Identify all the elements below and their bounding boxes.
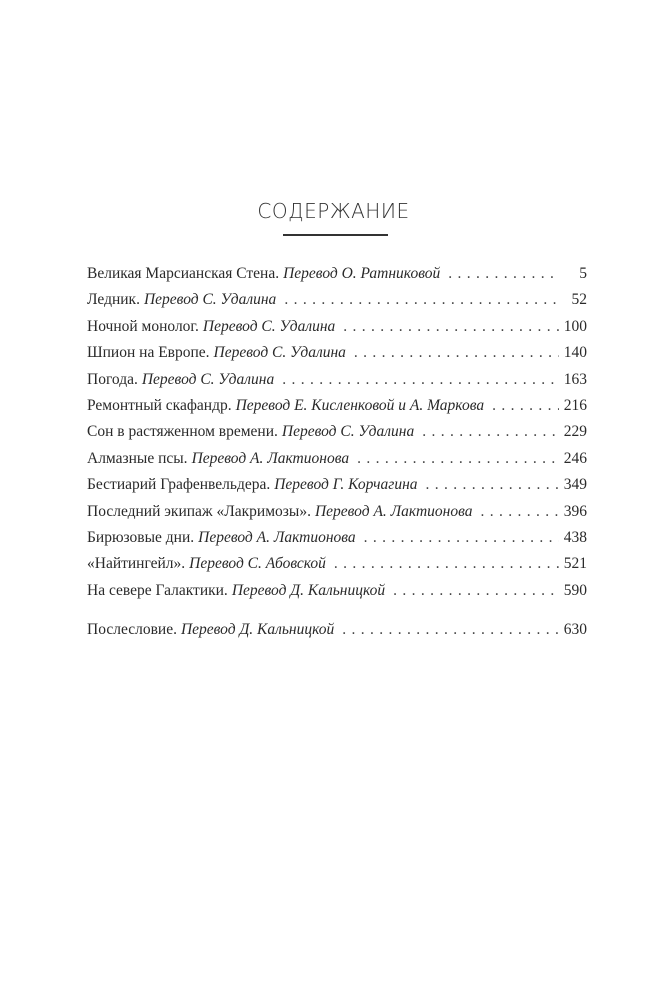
- entry-page-number: 590: [563, 581, 587, 599]
- entry-page-number: 438: [563, 528, 587, 546]
- entry-page-number: 140: [563, 344, 587, 362]
- entry-page-number: 5: [579, 265, 587, 282]
- page-title: СОДЕРЖАНИЕ: [257, 199, 410, 223]
- entry-page-number: 100: [563, 317, 587, 335]
- entry-title: Бирюзовые дни.: [87, 528, 195, 546]
- toc-entry[interactable]: [87, 397, 587, 423]
- entry-title: «Найтингейл».: [87, 555, 186, 573]
- entry-translator: Перевод А. Лактионова: [198, 528, 356, 546]
- entry-title: Ремонтный скафандр.: [87, 396, 232, 414]
- entry-page-number: 52: [571, 291, 587, 309]
- dot-leader: [282, 371, 559, 389]
- dot-leader: [364, 529, 559, 547]
- entry-page-number: 229: [563, 423, 587, 441]
- toc-entry[interactable]: [87, 318, 587, 344]
- entry-title: Погода.: [87, 370, 138, 388]
- entry-title: На севере Галактики.: [87, 581, 228, 599]
- dot-leader: [357, 450, 559, 468]
- entry-translator: Перевод С. Удалина: [281, 423, 415, 441]
- dot-leader: [492, 397, 559, 415]
- toc-entry[interactable]: [87, 423, 587, 449]
- toc-entry[interactable]: [87, 476, 587, 502]
- entry-page-number: 521: [563, 555, 587, 573]
- toc-entry[interactable]: [87, 503, 587, 529]
- entry-title: Последний экипаж «Лакримозы».: [87, 502, 311, 520]
- entry-page-number: 246: [563, 449, 587, 467]
- dot-leader: [342, 621, 559, 639]
- dot-leader: [393, 582, 559, 600]
- toc-entry[interactable]: [87, 371, 587, 397]
- entry-title: Великая Марсианская Стена.: [87, 265, 280, 282]
- entry-translator: Перевод Г. Корчагина: [274, 476, 418, 494]
- entry-title: Бестиарий Графенвельдера.: [87, 476, 271, 494]
- entry-page-number: 630: [563, 621, 587, 639]
- entry-page-number: 349: [563, 476, 587, 494]
- entry-page-number: 396: [563, 502, 587, 520]
- dot-leader: [426, 476, 559, 494]
- dot-leader: [284, 291, 559, 309]
- entry-title: Ледник.: [87, 291, 140, 309]
- entry-translator: Перевод Д. Кальницкой: [180, 621, 335, 639]
- entry-title: Шпион на Европе.: [87, 344, 210, 362]
- entry-page-number: 216: [563, 396, 587, 414]
- entry-translator: Перевод А. Лактионова: [191, 449, 350, 467]
- toc-entry[interactable]: [87, 291, 587, 317]
- toc-entry[interactable]: [87, 529, 587, 555]
- entry-translator: Перевод С. Абовской: [189, 555, 326, 573]
- dot-leader: [334, 555, 559, 573]
- entry-translator: Перевод О. Ратниковой: [283, 265, 441, 282]
- table-of-contents: [87, 265, 587, 647]
- entry-title: Ночной монолог.: [87, 317, 199, 335]
- dot-leader: [480, 503, 559, 521]
- dot-leader: [422, 423, 559, 441]
- entry-translator: Перевод А. Лактионова: [314, 502, 473, 520]
- dot-leader: [448, 265, 559, 283]
- entry-translator: Перевод С. Удалина: [202, 317, 336, 335]
- entry-translator: Перевод С. Удалина: [141, 370, 275, 388]
- entry-translator: Перевод С. Удалина: [143, 291, 277, 309]
- toc-entry[interactable]: [87, 450, 587, 476]
- entry-title: Сон в растяженном времени.: [87, 423, 278, 441]
- toc-entry[interactable]: [87, 582, 587, 608]
- entry-title: Алмазные псы.: [87, 449, 188, 467]
- entry-translator: Перевод Д. Кальницкой: [231, 581, 386, 599]
- entry-translator: Перевод Е. Кисленковой и А. Маркова: [235, 396, 485, 414]
- toc-entry[interactable]: [87, 555, 587, 581]
- dot-leader: [354, 344, 559, 362]
- entry-title: Послесловие.: [87, 621, 177, 639]
- entry-translator: Перевод С. Удалина: [213, 344, 346, 362]
- toc-entry[interactable]: [87, 265, 587, 291]
- toc-entry[interactable]: [87, 621, 587, 647]
- entry-page-number: 163: [563, 370, 587, 388]
- dot-leader: [343, 318, 559, 336]
- toc-entry[interactable]: [87, 344, 587, 370]
- title-underline: [283, 234, 388, 236]
